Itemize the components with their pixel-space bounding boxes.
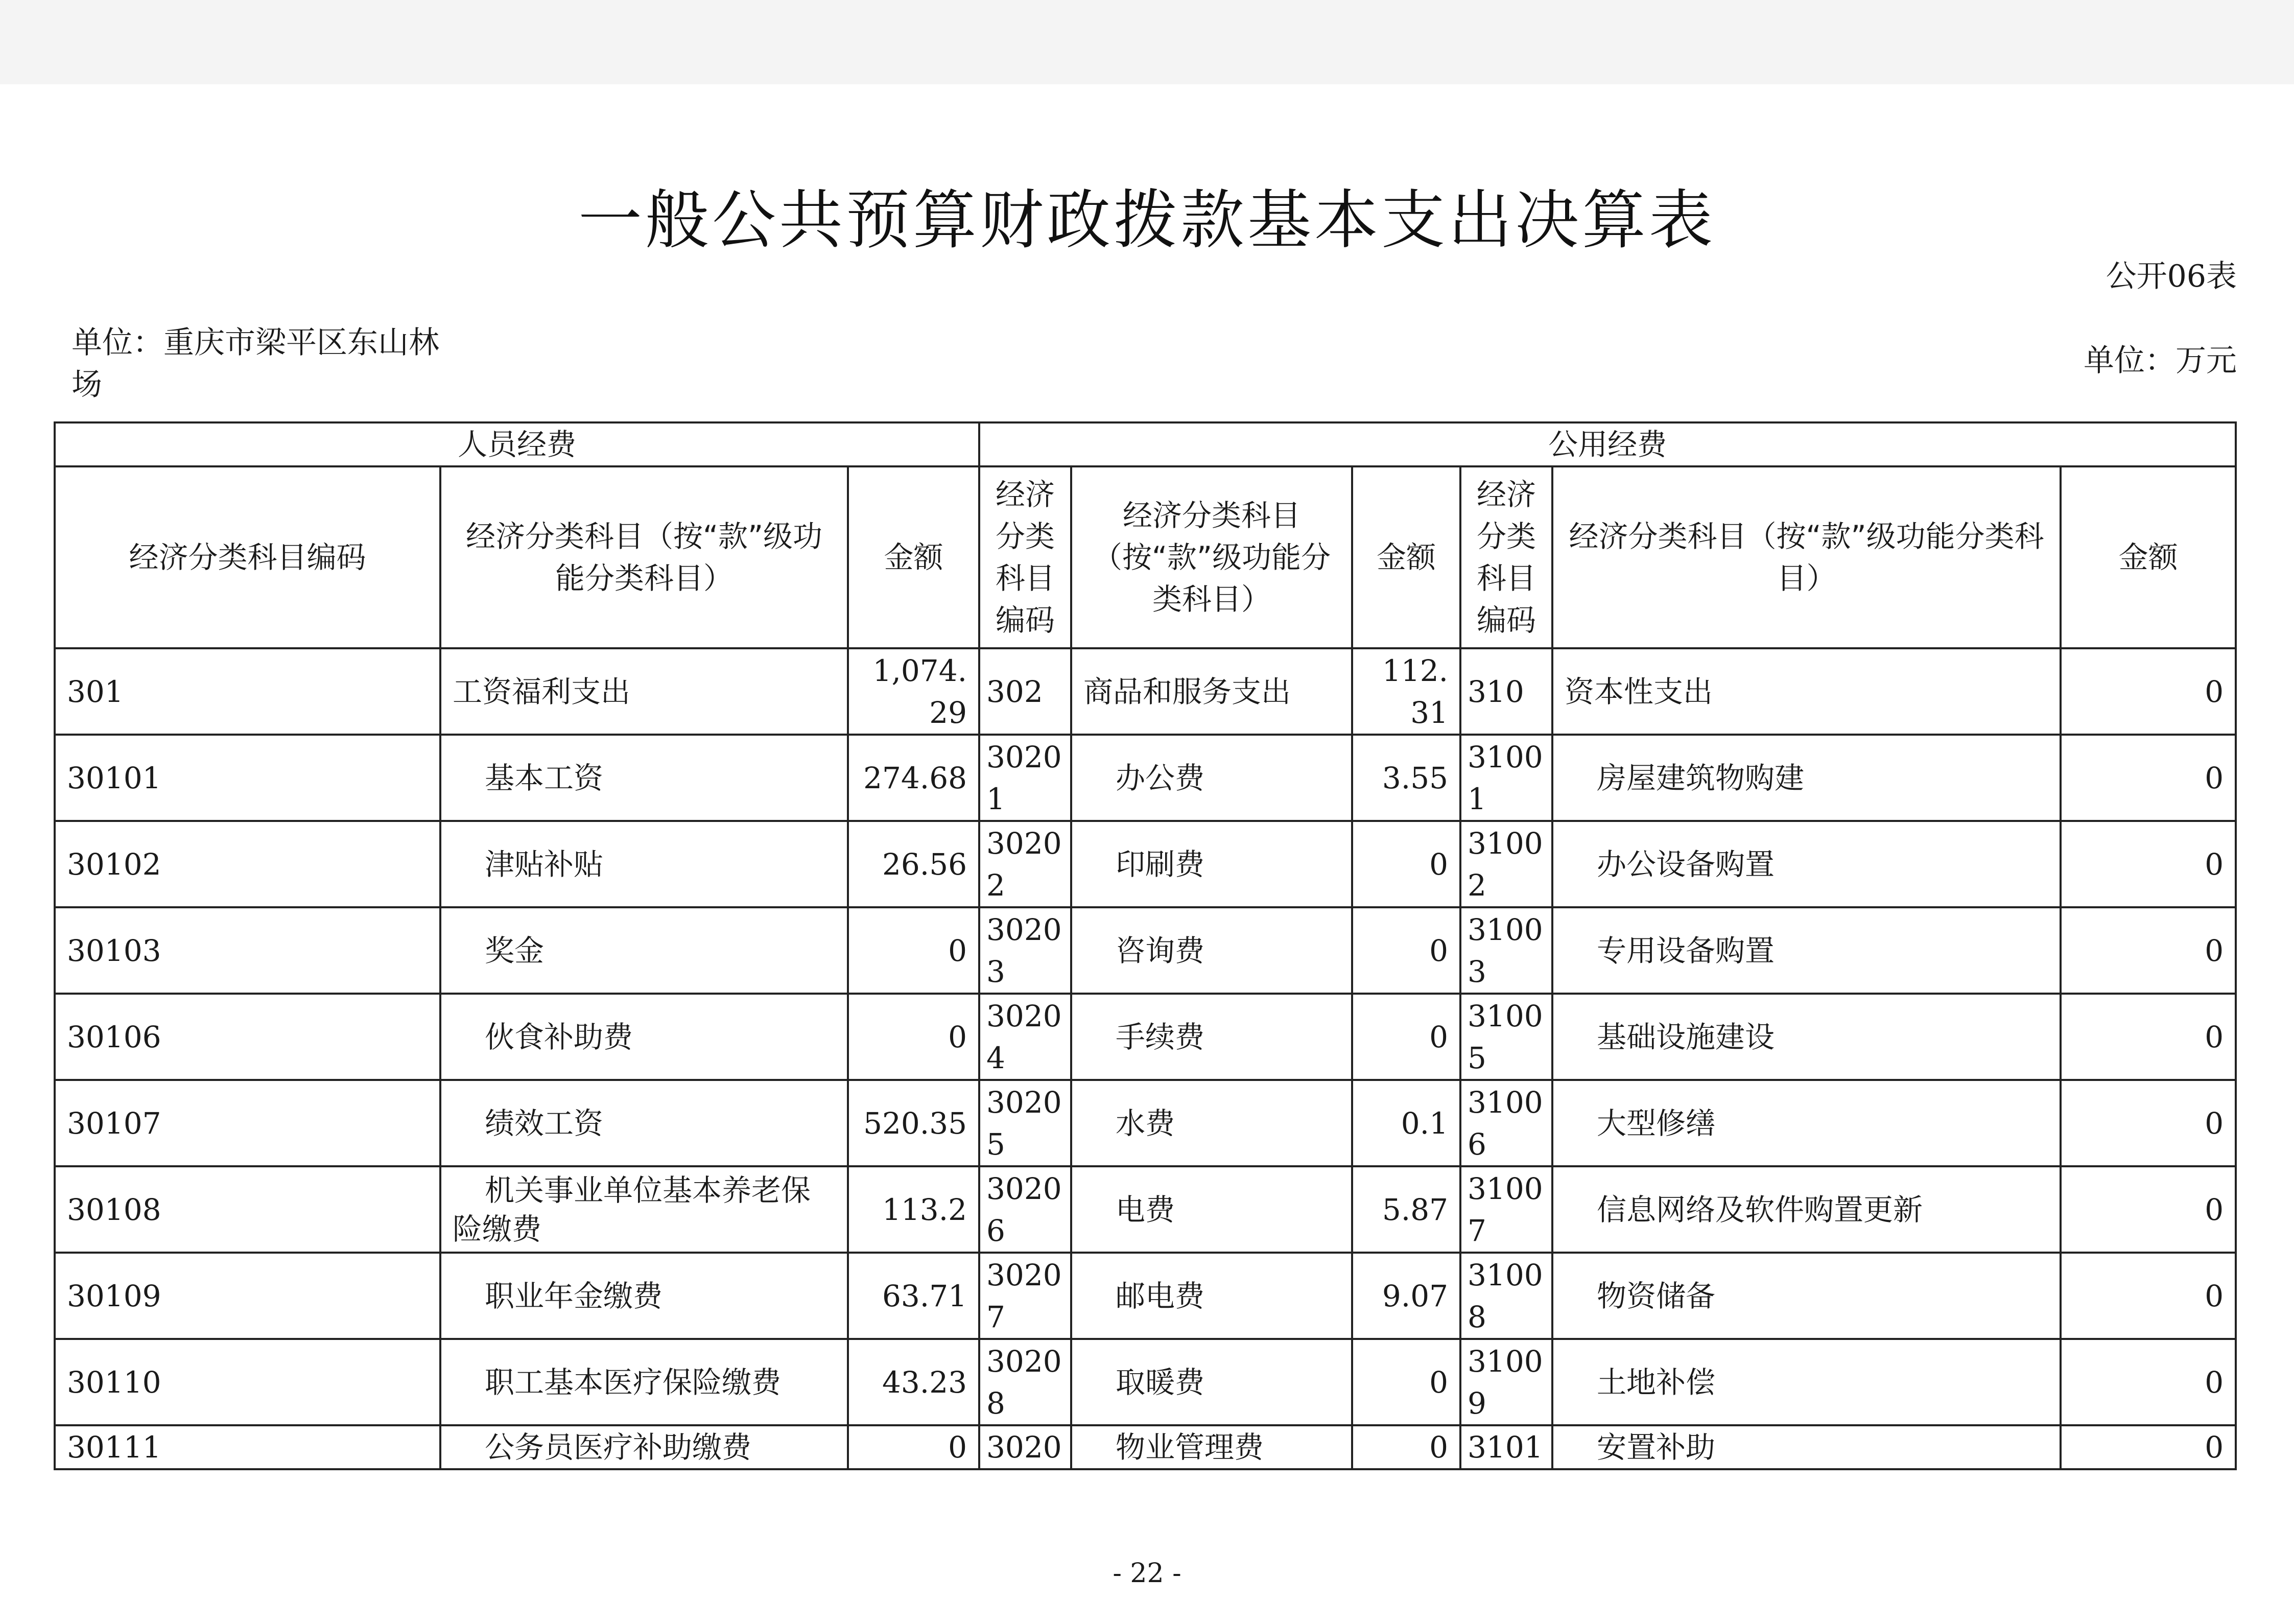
capital-amount-cell: 0 — [2061, 994, 2236, 1080]
personnel-name-cell: 职工基本医疗保险缴费 — [440, 1339, 848, 1425]
col-header-personnel-amount: 金额 — [848, 466, 979, 648]
form-number: 公开06表 — [2106, 258, 2237, 294]
capital-amount-cell: 0 — [2061, 735, 2236, 821]
personnel-code-cell: 30108 — [55, 1166, 440, 1253]
group-header-public: 公用经费 — [979, 422, 2236, 466]
col-header-goods-code: 经济分类科目编码 — [979, 466, 1071, 648]
scan-top-band — [0, 0, 2294, 84]
page-title: 一般公共预算财政拨款基本支出决算表 — [578, 183, 1716, 257]
table-row — [55, 1080, 2236, 1166]
goods-amount-cell: 3.55 — [1352, 735, 1460, 821]
goods-amount-cell: 0.1 — [1352, 1080, 1460, 1166]
goods-code-cell: 30206 — [979, 1166, 1071, 1253]
table-row — [55, 1339, 2236, 1425]
goods-code-cell: 302 — [979, 648, 1071, 735]
personnel-code-cell: 30109 — [55, 1253, 440, 1339]
personnel-amount-cell: 0 — [848, 907, 979, 994]
personnel-code-cell: 301 — [55, 648, 440, 735]
col-header-goods-name: 经济分类科目（按“款”级功能分类科目） — [1071, 466, 1352, 648]
personnel-amount-cell: 43.23 — [848, 1339, 979, 1425]
capital-amount-cell: 0 — [2061, 1166, 2236, 1253]
personnel-code-cell: 30110 — [55, 1339, 440, 1425]
goods-name-cell: 咨询费 — [1071, 907, 1352, 994]
goods-amount-cell: 9.07 — [1352, 1253, 1460, 1339]
table-row — [55, 821, 2236, 907]
capital-name-cell: 基础设施建设 — [1552, 994, 2061, 1080]
capital-code-cell: 31008 — [1460, 1253, 1552, 1339]
goods-name-cell: 物业管理费 — [1071, 1425, 1352, 1469]
personnel-name-cell: 公务员医疗补助缴费 — [440, 1425, 848, 1469]
col-header-capital-name: 经济分类科目（按“款”级功能分类科目） — [1552, 466, 2061, 648]
personnel-name-cell: 津贴补贴 — [440, 821, 848, 907]
goods-amount-cell: 0 — [1352, 907, 1460, 994]
goods-name-cell: 手续费 — [1071, 994, 1352, 1080]
personnel-code-cell: 30101 — [55, 735, 440, 821]
goods-code-cell: 30201 — [979, 735, 1071, 821]
capital-code-cell: 31003 — [1460, 907, 1552, 994]
col-header-capital-amount: 金额 — [2061, 466, 2236, 648]
personnel-name-cell: 奖金 — [440, 907, 848, 994]
goods-code-cell: 30204 — [979, 994, 1071, 1080]
capital-code-cell: 31001 — [1460, 735, 1552, 821]
capital-amount-cell: 0 — [2061, 648, 2236, 735]
goods-code-cell: 30205 — [979, 1080, 1071, 1166]
table-row — [55, 735, 2236, 821]
personnel-code-cell: 30103 — [55, 907, 440, 994]
goods-amount-cell: 0 — [1352, 1339, 1460, 1425]
capital-name-cell: 安置补助 — [1552, 1425, 2061, 1469]
capital-name-cell: 物资储备 — [1552, 1253, 2061, 1339]
capital-code-cell: 31007 — [1460, 1166, 1552, 1253]
goods-amount-cell: 0 — [1352, 1425, 1460, 1469]
col-header-goods-amount: 金额 — [1352, 466, 1460, 648]
goods-name-cell: 水费 — [1071, 1080, 1352, 1166]
capital-amount-cell: 0 — [2061, 1253, 2236, 1339]
capital-amount-cell: 0 — [2061, 1425, 2236, 1469]
capital-name-cell: 大型修缮 — [1552, 1080, 2061, 1166]
table-row — [55, 1253, 2236, 1339]
personnel-amount-cell: 0 — [848, 994, 979, 1080]
reporting-unit: 单位：重庆市梁平区东山林场 — [72, 325, 439, 403]
table-row — [55, 994, 2236, 1080]
table-row — [55, 648, 2236, 735]
capital-name-cell: 信息网络及软件购置更新 — [1552, 1166, 2061, 1253]
personnel-amount-cell: 63.71 — [848, 1253, 979, 1339]
goods-name-cell: 商品和服务支出 — [1071, 648, 1352, 735]
personnel-name-cell: 职业年金缴费 — [440, 1253, 848, 1339]
capital-amount-cell: 0 — [2061, 821, 2236, 907]
goods-name-cell: 印刷费 — [1071, 821, 1352, 907]
page-number: - 22 - — [1113, 1558, 1181, 1589]
personnel-code-cell: 30111 — [55, 1425, 440, 1469]
col-header-personnel-name: 经济分类科目（按“款”级功能分类科目） — [440, 466, 848, 648]
personnel-name-cell: 基本工资 — [440, 735, 848, 821]
table-row — [55, 907, 2236, 994]
table-row — [55, 1166, 2236, 1253]
capital-code-cell: 31005 — [1460, 994, 1552, 1080]
personnel-amount-cell: 26.56 — [848, 821, 979, 907]
personnel-code-cell: 30107 — [55, 1080, 440, 1166]
goods-amount-cell: 112.31 — [1352, 648, 1460, 735]
goods-amount-cell: 5.87 — [1352, 1166, 1460, 1253]
goods-code-cell: 30207 — [979, 1253, 1071, 1339]
goods-code-cell: 30203 — [979, 907, 1071, 994]
personnel-amount-cell: 0 — [848, 1425, 979, 1469]
capital-name-cell: 办公设备购置 — [1552, 821, 2061, 907]
personnel-code-cell: 30102 — [55, 821, 440, 907]
capital-code-cell: 31009 — [1460, 1339, 1552, 1425]
goods-amount-cell: 0 — [1352, 994, 1460, 1080]
currency-unit: 单位：万元 — [2084, 343, 2237, 379]
capital-code-cell: 31006 — [1460, 1080, 1552, 1166]
goods-name-cell: 办公费 — [1071, 735, 1352, 821]
goods-code-cell: 30202 — [979, 821, 1071, 907]
personnel-name-cell: 伙食补助费 — [440, 994, 848, 1080]
col-header-capital-code: 经济分类科目编码 — [1460, 466, 1552, 648]
capital-code-cell: 31002 — [1460, 821, 1552, 907]
capital-amount-cell: 0 — [2061, 907, 2236, 994]
capital-name-cell: 土地补偿 — [1552, 1339, 2061, 1425]
capital-code-cell: 3101 — [1460, 1425, 1552, 1469]
personnel-amount-cell: 274.68 — [848, 735, 979, 821]
capital-code-cell: 310 — [1460, 648, 1552, 735]
capital-name-cell: 资本性支出 — [1552, 648, 2061, 735]
personnel-name-cell: 绩效工资 — [440, 1080, 848, 1166]
budget-table — [54, 421, 2237, 1470]
personnel-amount-cell: 1,074.29 — [848, 648, 979, 735]
personnel-amount-cell: 113.2 — [848, 1166, 979, 1253]
col-header-personnel-code: 经济分类科目编码 — [55, 466, 440, 648]
personnel-name-cell: 工资福利支出 — [440, 648, 848, 735]
capital-name-cell: 专用设备购置 — [1552, 907, 2061, 994]
personnel-code-cell: 30106 — [55, 994, 440, 1080]
goods-name-cell: 取暖费 — [1071, 1339, 1352, 1425]
goods-code-cell: 30208 — [979, 1339, 1071, 1425]
personnel-name-cell: 机关事业单位基本养老保险缴费 — [440, 1166, 848, 1253]
goods-name-cell: 电费 — [1071, 1166, 1352, 1253]
capital-amount-cell: 0 — [2061, 1080, 2236, 1166]
group-header-personnel: 人员经费 — [55, 422, 979, 466]
capital-amount-cell: 0 — [2061, 1339, 2236, 1425]
personnel-amount-cell: 520.35 — [848, 1080, 979, 1166]
goods-amount-cell: 0 — [1352, 821, 1460, 907]
table-row — [55, 1425, 2236, 1469]
capital-name-cell: 房屋建筑物购建 — [1552, 735, 2061, 821]
goods-name-cell: 邮电费 — [1071, 1253, 1352, 1339]
goods-code-cell: 3020 — [979, 1425, 1071, 1469]
